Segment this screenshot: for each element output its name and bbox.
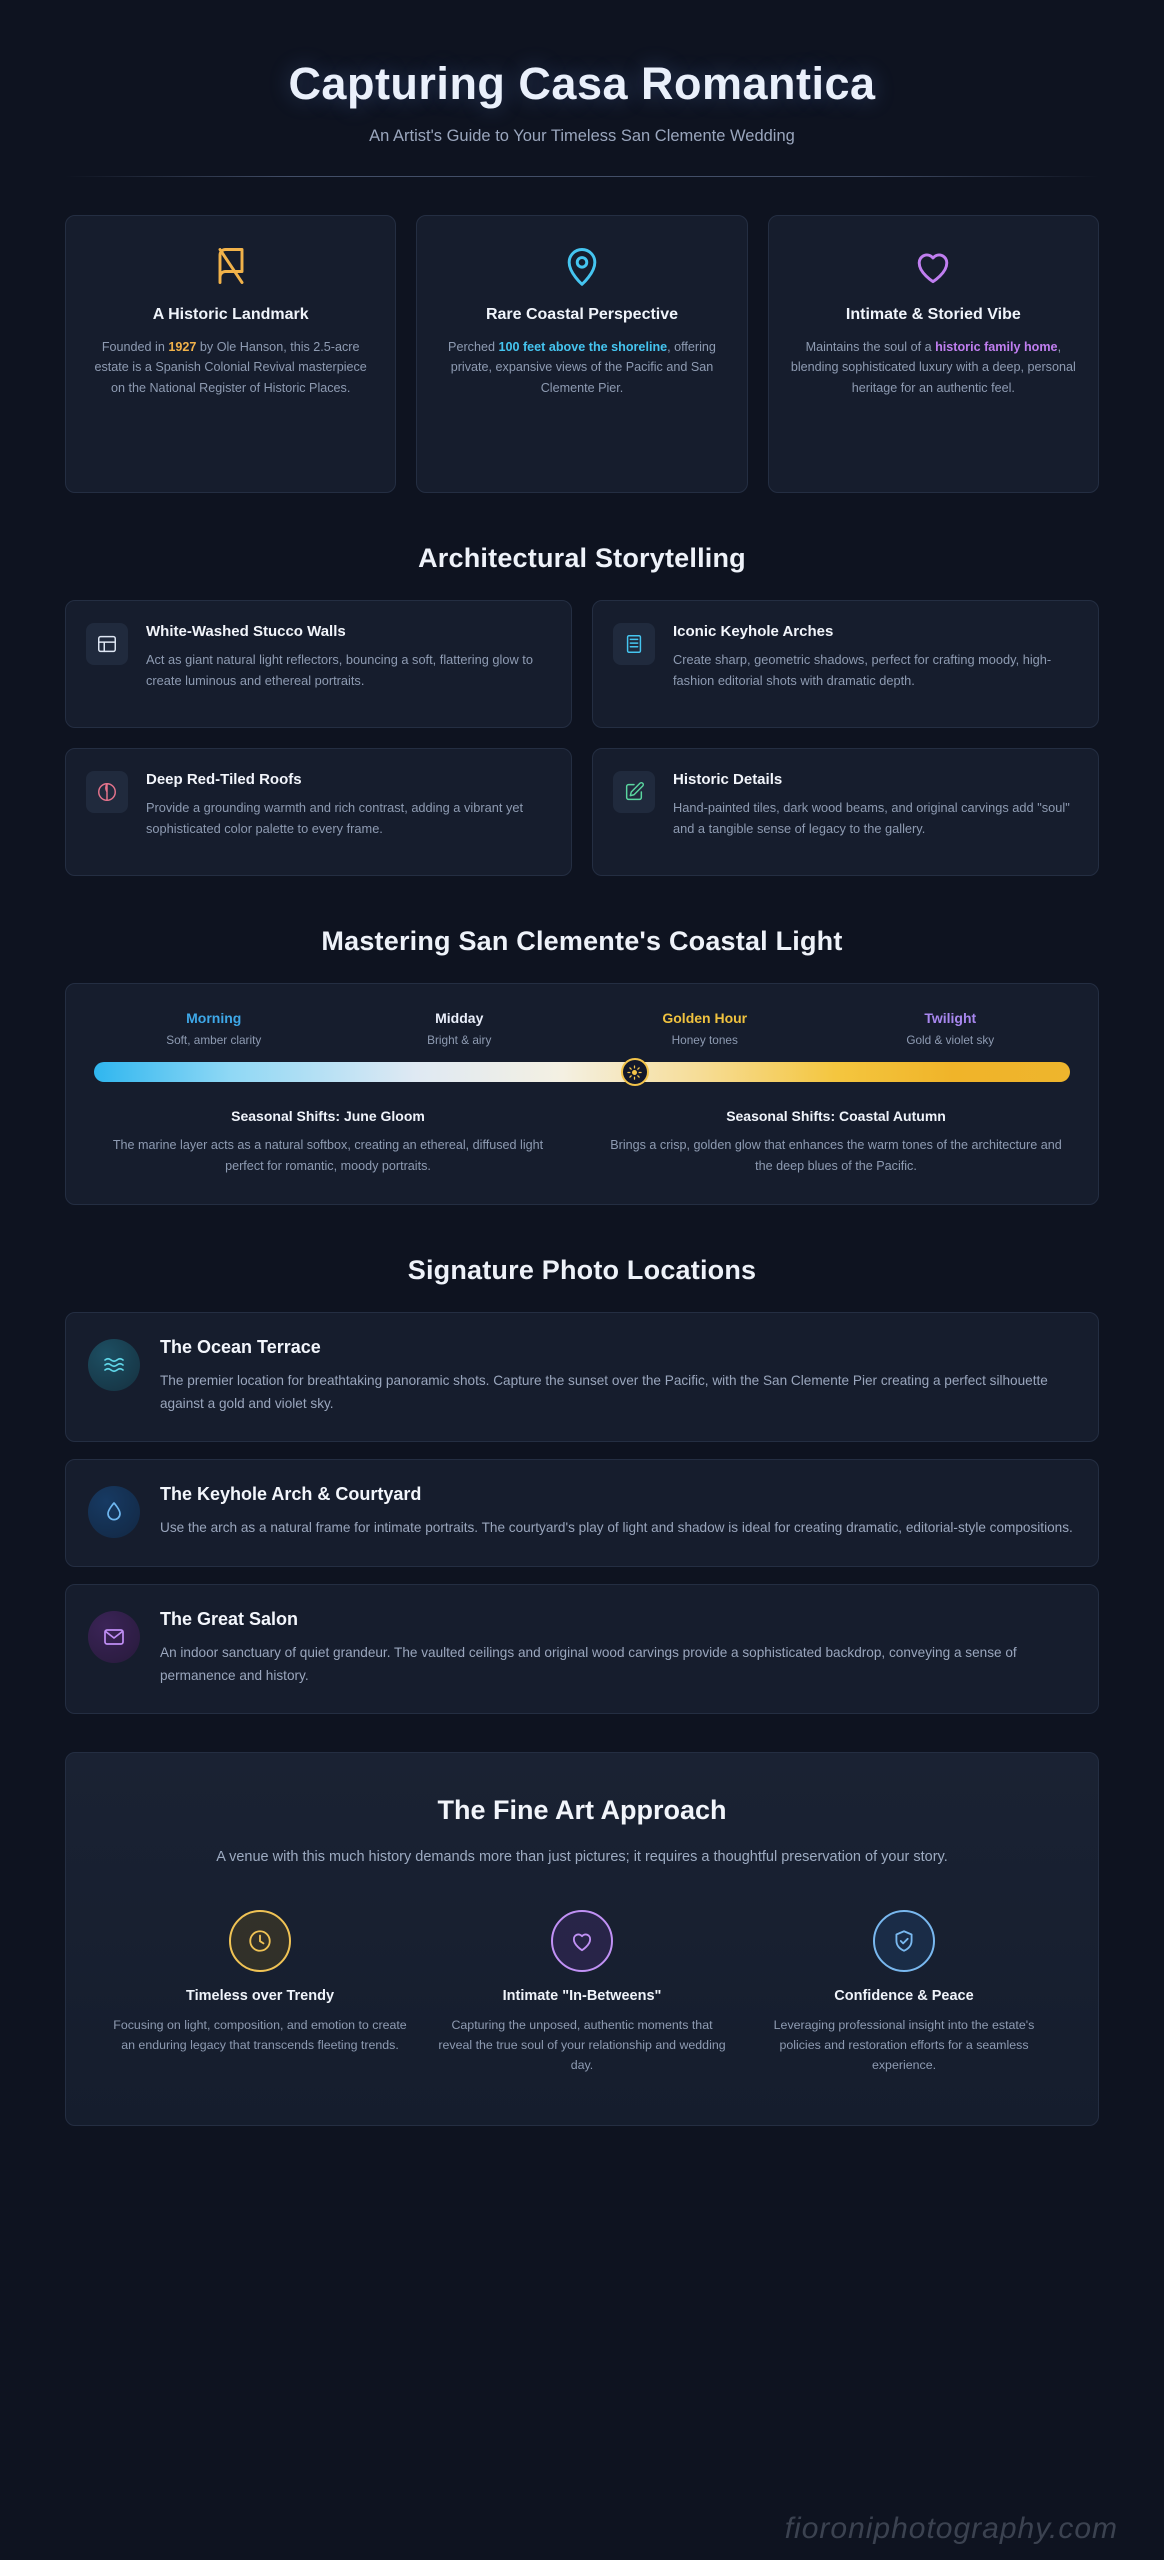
light-phase-label: Twilight <box>924 1010 977 1026</box>
location-item-ocean-terrace <box>65 1312 1099 1442</box>
location-title: The Keyhole Arch & Courtyard <box>160 1484 422 1505</box>
highlight-text-post: , offering private, expansive views of the Pacific and San Clemente Pier. <box>450 340 716 395</box>
hero-section <box>65 40 1099 177</box>
pillar-timeless <box>112 1910 408 2075</box>
fine-art-pillars <box>112 1910 1052 2075</box>
fine-art-lead: A venue with this much history demands more than just pictures; it requires a thoughtful preservation of your story. <box>216 1849 948 1866</box>
light-phase-desc: Honey tones <box>671 1033 738 1047</box>
pillar-confidence <box>756 1910 1052 2075</box>
architecture-text: Act as giant natural light reflectors, bouncing a soft, flattering glow to create luminous and ethereal portraits. <box>146 652 533 688</box>
location-text: An indoor sanctuary of quiet grandeur. The vaulted ceilings and original wood carvings provide a sophisticated backdrop, conveying a sense of permanence and history. <box>160 1644 1017 1683</box>
highlight-text-pre: Perched <box>448 340 499 354</box>
heart-icon <box>551 1910 613 1972</box>
shield-check-icon <box>873 1910 935 1972</box>
light-phase-row <box>94 1010 1070 1047</box>
locations-heading: Signature Photo Locations <box>407 1255 757 1286</box>
pillar-title: Confidence & Peace <box>834 1987 974 2004</box>
header-divider <box>65 176 1099 177</box>
architecture-title: Historic Details <box>673 771 783 788</box>
light-phase-twilight <box>831 1010 1071 1047</box>
page-subtitle: An Artist's Guide to Your Timeless San Clemente Wedding <box>369 127 795 145</box>
highlight-text-post: by Ole Hanson, this 2.5-acre estate is a Spanish Colonial Revival masterpiece on the National Register of Historic Places. <box>94 340 367 395</box>
highlight-text <box>437 337 726 398</box>
highlight-title: Rare Coastal Perspective <box>485 306 679 323</box>
light-timeline-card <box>65 983 1099 1205</box>
pillar-title: Timeless over Trendy <box>185 1987 335 2004</box>
page-title: Capturing Casa Romantica <box>288 58 876 109</box>
highlight-card-landmark <box>65 215 396 493</box>
architecture-item-details <box>592 748 1099 876</box>
highlight-card-intimate <box>768 215 1099 493</box>
light-phase-label: Golden Hour <box>662 1010 748 1026</box>
landmark-icon <box>86 240 375 292</box>
pillar-text: Leveraging professional insight into the estate's policies and restoration efforts for a seamless experience. <box>773 2017 1035 2072</box>
light-phase-desc: Gold & violet sky <box>906 1033 995 1047</box>
architecture-item-arches <box>592 600 1099 728</box>
pillar-title: Intimate "In-Betweens" <box>502 1987 662 2004</box>
highlight-title: A Historic Landmark <box>152 306 309 323</box>
season-title: Seasonal Shifts: Coastal Autumn <box>726 1108 946 1124</box>
roof-tile-icon <box>86 771 128 813</box>
highlight-emphasis: historic family home <box>935 340 1058 354</box>
highlight-text-pre: Founded in <box>101 340 169 354</box>
location-text: The premier location for breathtaking panoramic shots. Capture the sunset over the Pacific, with the San Clemente Pier creating a perfect silhouette against a gold and violet sky. <box>160 1373 1048 1411</box>
window-grid-icon <box>86 623 128 665</box>
season-coastal-autumn <box>602 1108 1070 1176</box>
highlight-text <box>86 337 375 398</box>
pencil-square-icon <box>613 771 655 813</box>
clock-icon <box>229 1910 291 1972</box>
fine-art-card <box>65 1752 1099 2126</box>
light-phase-golden <box>585 1010 825 1047</box>
architecture-text: Provide a grounding warmth and rich contrast, adding a vibrant yet sophisticated color palette to every frame. <box>146 800 524 836</box>
light-phase-morning <box>94 1010 334 1047</box>
highlight-title: Intimate & Storied Vibe <box>845 306 1021 323</box>
highlight-emphasis: 100 feet above the shoreline <box>498 340 668 354</box>
droplet-icon <box>88 1486 140 1538</box>
highlight-emphasis: 1927 <box>168 340 197 354</box>
location-pin-icon <box>437 240 726 292</box>
light-phase-desc: Bright & airy <box>427 1033 492 1047</box>
season-title: Seasonal Shifts: June Gloom <box>231 1108 425 1124</box>
highlight-text-pre: Maintains the soul of a <box>805 340 936 354</box>
arch-building-icon <box>613 623 655 665</box>
location-item-keyhole-arch <box>65 1459 1099 1567</box>
light-phase-label: Morning <box>186 1010 242 1026</box>
architecture-text: Hand-painted tiles, dark wood beams, and original carvings add "soul" and a tangible sense of legacy to the gallery. <box>673 800 1070 836</box>
season-text: The marine layer acts as a natural softbox, creating an ethereal, diffused light perfect for romantic, moody portraits. <box>112 1138 544 1173</box>
highlight-text <box>789 337 1078 398</box>
architecture-title: Deep Red-Tiled Roofs <box>146 771 302 788</box>
architecture-text: Create sharp, geometric shadows, perfect for crafting moody, high-fashion editorial shots with dramatic depth. <box>673 652 1052 688</box>
architecture-grid <box>65 600 1099 876</box>
architecture-heading: Architectural Storytelling <box>418 543 746 573</box>
architecture-title: Iconic Keyhole Arches <box>673 623 834 640</box>
highlights-row <box>65 215 1099 493</box>
architecture-item-stucco <box>65 600 572 728</box>
heart-icon <box>789 240 1078 292</box>
architecture-title: White-Washed Stucco Walls <box>146 623 346 640</box>
location-title: The Ocean Terrace <box>160 1337 321 1358</box>
location-text: Use the arch as a natural frame for intimate portraits. The courtyard's play of light and shadow is ideal for creating dramatic, editorial-style compositions. <box>160 1520 1073 1536</box>
light-phase-label: Midday <box>435 1010 484 1026</box>
sun-icon <box>621 1058 649 1086</box>
pillar-intimate <box>434 1910 730 2075</box>
waves-icon <box>88 1339 140 1391</box>
watermark: fioroniphotography.com <box>784 2512 1118 2545</box>
location-item-great-salon <box>65 1584 1099 1714</box>
light-phase-desc: Soft, amber clarity <box>166 1033 262 1047</box>
light-gradient-bar <box>94 1062 1070 1082</box>
highlight-card-coastal <box>416 215 747 493</box>
season-text: Brings a crisp, golden glow that enhances the warm tones of the architecture and the deep blues of the Pacific. <box>610 1138 1062 1173</box>
highlight-text-post: , blending sophisticated luxury with a deep, personal heritage for an authentic feel. <box>790 340 1076 395</box>
seasons-row <box>94 1108 1070 1176</box>
location-title: The Great Salon <box>160 1608 299 1629</box>
envelope-icon <box>88 1611 140 1663</box>
light-phase-midday <box>340 1010 580 1047</box>
architecture-item-roofs <box>65 748 572 876</box>
pillar-text: Capturing the unposed, authentic moments that reveal the true soul of your relationship and wedding day. <box>438 2017 726 2072</box>
light-heading: Mastering San Clemente's Coastal Light <box>321 926 843 956</box>
fine-art-heading: The Fine Art Approach <box>437 1795 727 1826</box>
season-june-gloom <box>94 1108 562 1176</box>
pillar-text: Focusing on light, composition, and emotion to create an enduring legacy that transcends fleeting trends. <box>113 2017 407 2052</box>
